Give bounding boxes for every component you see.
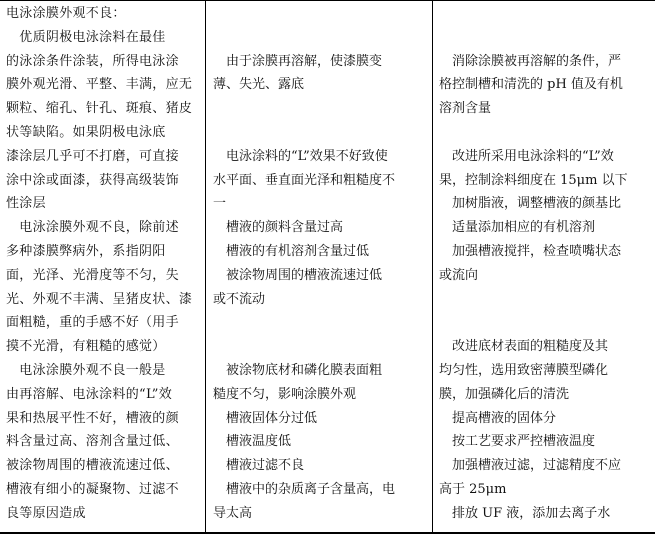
remedy-line: 改进底材表面的粗糙度及其 bbox=[439, 339, 609, 355]
cause-line: 电泳涂料的“L”效果不好致使 bbox=[213, 148, 388, 164]
remedy-line: 高于 25μm bbox=[439, 482, 507, 497]
remedy-line: 适量添加相应的有机溶剂 bbox=[439, 220, 596, 236]
cause-line: 薄、失光、露底 bbox=[213, 77, 305, 93]
cause-line: 槽液中的杂质离子含量高，电 bbox=[213, 482, 396, 497]
symptom-line: 电泳涂膜外观不良，除前述 bbox=[6, 220, 179, 236]
symptom-line: 果和热展平性不好，槽液的颜 bbox=[6, 410, 179, 426]
remedy-line: 加树脂液，调整槽液的颜基比 bbox=[439, 196, 622, 212]
symptom-line: 料含量过高、溶剂含量过低、 bbox=[6, 434, 179, 450]
symptom-line: 摸不光滑，有粗糙的感觉） bbox=[6, 339, 166, 355]
symptom-line: 面，光泽、光滑度等不匀，失 bbox=[6, 267, 179, 283]
symptom-line: 性涂层 bbox=[6, 196, 46, 212]
symptom-line: 状等缺陷。如果阴极电泳底 bbox=[6, 125, 166, 140]
symptom-line: 光、外观不丰满、呈猪皮状、漆 bbox=[6, 291, 193, 307]
table-top-rule bbox=[0, 0, 655, 1]
remedy-line: 改进所采用电泳涂料的“L”效 bbox=[439, 148, 614, 164]
remedy-line: 加强槽液搅拌，检查喷嘴状态 bbox=[439, 244, 622, 259]
remedy-line: 排放 UF 液，添加去离子水 bbox=[439, 505, 611, 521]
symptom-line: 被涂物周围的槽液流速过低、 bbox=[6, 458, 179, 474]
remedy-line: 溶剂含量 bbox=[439, 101, 492, 117]
cause-line: 槽液固体分过低 bbox=[213, 410, 318, 426]
symptom-line: 多种漆膜弊病外，系指阴阳 bbox=[6, 244, 166, 259]
remedy-line: 加强槽液过滤，过滤精度不应 bbox=[439, 458, 622, 474]
cause-line: 水平面、垂直面光泽和粗糙度不 bbox=[213, 172, 396, 188]
symptom-line: 由再溶解、电泳涂料的“L”效 bbox=[6, 386, 173, 402]
cause-line: 槽液过滤不良 bbox=[213, 458, 305, 474]
cause-line: 槽液的有机溶剂含量过低 bbox=[213, 244, 370, 259]
symptom-line: 槽液有细小的凝聚物、过滤不 bbox=[6, 482, 179, 497]
table-bottom-rule bbox=[0, 532, 655, 534]
symptom-line: 涂中涂或面漆，获得高级装饰 bbox=[6, 172, 179, 188]
cause-line: 由于涂膜再溶解，使漆膜变 bbox=[213, 53, 383, 69]
symptom-line: 膜外观光滑、平整、丰满，应无 bbox=[6, 77, 193, 93]
remedy-line: 或流向 bbox=[439, 267, 479, 283]
cause-line: 被涂物底材和磷化膜表面粗 bbox=[213, 363, 383, 378]
remedy-line: 均匀性，选用致密薄膜型磷化 bbox=[439, 363, 609, 378]
column-divider-2 bbox=[432, 0, 433, 533]
column-divider-1 bbox=[205, 0, 206, 533]
cause-line: 导太高 bbox=[213, 505, 253, 521]
symptom-line: 优质阴极电泳涂料在最佳 bbox=[6, 29, 166, 45]
cause-line: 糙度不匀，影响涂膜外观 bbox=[213, 386, 357, 402]
symptom-line: 电泳涂膜外观不良一般是 bbox=[6, 363, 166, 378]
cause-line: 一 bbox=[213, 196, 227, 212]
remedy-line: 提高槽液的固体分 bbox=[439, 410, 557, 426]
symptom-line: 电泳涂膜外观不良： bbox=[6, 6, 126, 21]
remedy-line: 膜，加强磷化后的清洗 bbox=[439, 386, 570, 402]
symptom-line: 良等原因造成 bbox=[6, 505, 86, 521]
cause-line: 槽液温度低 bbox=[213, 434, 292, 450]
symptom-line: 颗粒、缩孔、针孔、斑痕、猪皮 bbox=[6, 101, 193, 117]
remedy-line: 格控制槽和清洗的 pH 值及有机 bbox=[439, 77, 623, 93]
symptom-line: 面粗糙，重的手感不好（用手 bbox=[6, 315, 179, 331]
remedy-line: 消除涂膜被再溶解的条件，严 bbox=[439, 53, 622, 69]
symptom-line: 的泳涂条件涂装，所得电泳涂 bbox=[6, 53, 179, 69]
symptom-line: 漆涂层几乎可不打磨，可直接 bbox=[6, 148, 179, 164]
cause-line: 槽液的颜料含量过高 bbox=[213, 220, 344, 236]
cause-line: 或不流动 bbox=[213, 291, 266, 307]
cause-line: 被涂物周围的槽液流速过低 bbox=[213, 267, 383, 283]
remedy-line: 果，控制涂料细度在 15μm 以下 bbox=[439, 172, 628, 188]
remedy-line: 按工艺要求严控槽液温度 bbox=[439, 434, 596, 450]
